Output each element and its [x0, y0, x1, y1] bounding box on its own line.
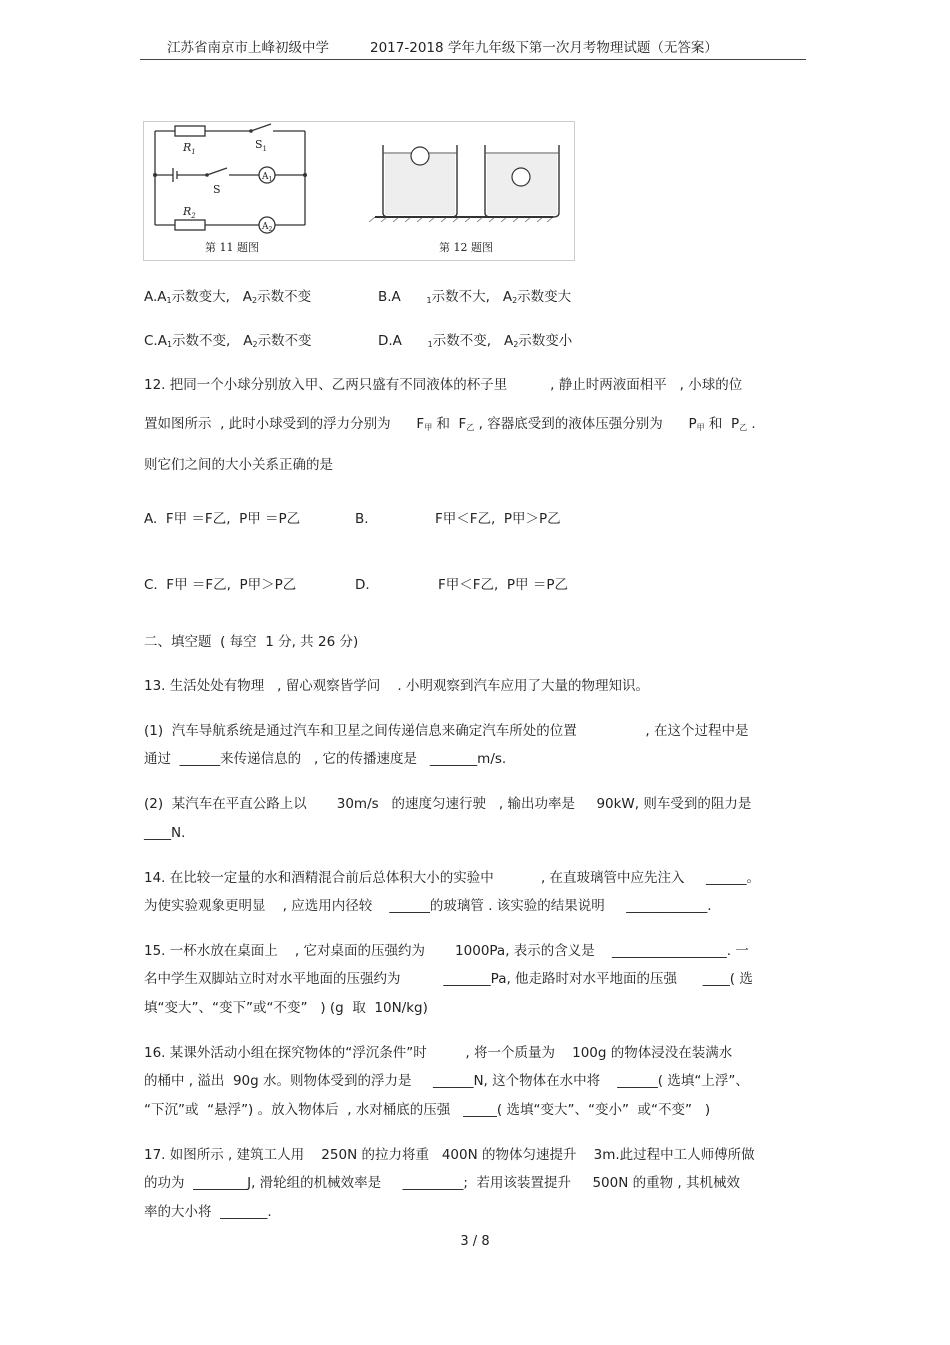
q17-line1: 17. 如图所示 , 建筑工人用 250N 的拉力将重 400N 的物体匀速提升 3m.此过程中工人师傅所做 — [144, 1147, 755, 1163]
label-a1: $A_1$ — [262, 172, 273, 183]
q12-option-b-label: B. — [355, 511, 369, 527]
q14-line1: 14. 在比较一定量的水和酒精混合前后总体积大小的实验中 , 在直玻璃管中应先注入 ______。 — [144, 870, 761, 886]
q12-option-b: F甲＜F乙, P甲＞P乙 — [435, 511, 561, 527]
q14-line2: 为使实验观象更明显 , 应选用内径较 ______的玻璃管 . 该实验的结果说明 ____________. — [144, 898, 712, 914]
q11-option-d: D.A $_1$示数不变, $A_2$示数变小 — [378, 333, 573, 349]
figure-12-caption: 第 12 题图 — [439, 241, 493, 254]
label-r1: $R_1$ — [183, 141, 196, 156]
q12-option-d-label: D. — [355, 577, 370, 593]
q12-option-d: F甲＜F乙, P甲 ＝P乙 — [438, 577, 568, 593]
page-number: 3 / 8 — [460, 1234, 490, 1249]
q17-line3: 率的大小将 _______. — [144, 1204, 272, 1220]
header-rule — [140, 59, 806, 60]
figure-11-circuit — [143, 121, 575, 261]
q11-option-c: $C.A_1$示数不变, $A_2$示数不变 — [144, 333, 312, 349]
header-title: 2017-2018 学年九年级下第一次月考物理试题（无答案） — [370, 40, 718, 56]
q12-option-a: A. F甲 ＝F乙, P甲 ＝P乙 — [144, 511, 301, 527]
q15-line1: 15. 一杯水放在桌面上 , 它对桌面的压强约为 1000Pa, 表示的含义是 _________________. 一 — [144, 943, 749, 959]
q16-line2: 的桶中 , 溢出 90g 水。则物体受到的浮力是 ______N, 这个物体在水中将 ______( 选填“上浮”、 — [144, 1073, 749, 1089]
q12-line2: 置如图所示 , 此时小球受到的浮力分别为 $F_甲$ 和 $F_乙$ , 容器底受到的液体压强分别为 $P_甲$ 和 $P_乙$ . — [144, 416, 756, 432]
q13-part2-line2: ____N. — [144, 825, 186, 841]
q12-option-c: C. F甲 ＝F乙, P甲＞P乙 — [144, 577, 297, 593]
section-2-title: 二、填空题 ( 每空 1 分, 共 26 分) — [144, 634, 359, 650]
q13-part1-line1: (1) 汽车导航系统是通过汽车和卫星之间传递信息来确定汽车所处的位置 , 在这个过程中是 — [144, 723, 749, 739]
q11-option-a: $A.A_1$示数变大, $A_2$示数不变 — [144, 289, 312, 305]
q15-line3: 填“变大”、“变下”或“不变” ) (g 取 10N/kg) — [144, 1000, 428, 1016]
q11-option-b: B.A $_1$示数不大, $A_2$示数变大 — [378, 289, 572, 305]
q13-part1-line2: 通过 ______来传递信息的 , 它的传播速度是 _______m/s. — [144, 751, 507, 767]
q16-line1: 16. 某课外活动小组在探究物体的“浮沉条件”时 , 将一个质量为 100g 的物体浸没在装满水 — [144, 1045, 733, 1061]
header-school: 江苏省南京市上峰初级中学 — [167, 40, 329, 56]
q13-part2-line1: (2) 某汽车在平直公路上以 30m/s 的速度匀速行驶 , 输出功率是 90kW, 则车受到的阻力是 — [144, 796, 752, 812]
q15-line2: 名中学生双脚站立时对水平地面的压强约为 _______Pa, 他走路时对水平地面的压强 ____( 选 — [144, 971, 753, 987]
q12-line3: 则它们之间的大小关系正确的是 — [144, 457, 333, 473]
q16-line3: “下沉”或 “悬浮”) 。放入物体后 , 水对桶底的压强 _____( 选填“变大”、“变小” 或“不变” ) — [144, 1102, 711, 1118]
q12-line1: 12. 把同一个小球分别放入甲、乙两只盛有不同液体的杯子里 , 静止时两液面相平 , 小球的位 — [144, 377, 743, 393]
q17-line2: 的功为 ________J, 滑轮组的机械效率是 _________; 若用该装置提升 500N 的重物 , 其机械效 — [144, 1175, 740, 1191]
label-s: S — [213, 183, 221, 196]
label-a2: $A_2$ — [262, 222, 273, 233]
label-r2: $R_2$ — [183, 205, 196, 220]
figure-11-caption: 第 11 题图 — [205, 241, 259, 254]
label-s1: $S_1$ — [255, 138, 268, 153]
q13-intro: 13. 生活处处有物理 , 留心观察皆学问 . 小明观察到汽车应用了大量的物理知识。 — [144, 678, 649, 694]
